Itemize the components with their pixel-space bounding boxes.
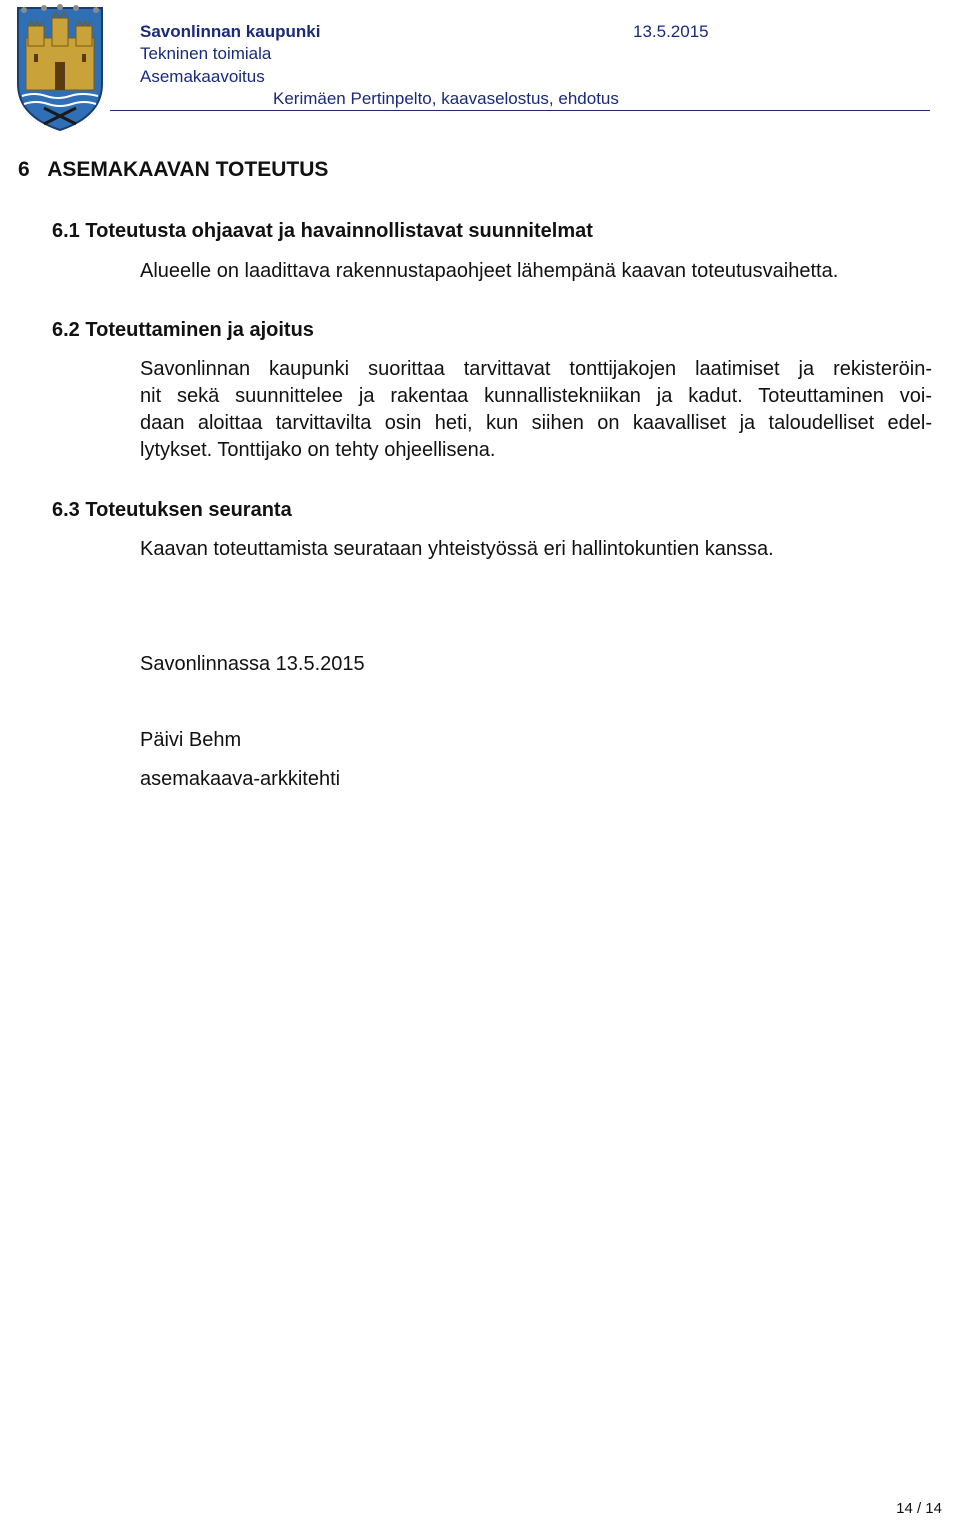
- section-paragraph: Alueelle on laadittava rakennustapaohjeet lähempänä kaavan toteutusvaihetta.: [140, 260, 839, 282]
- section-heading: [52, 220, 593, 243]
- section-title: Toteutuksen seuranta: [85, 499, 292, 521]
- section-title: Toteuttaminen ja ajoitus: [85, 319, 314, 341]
- chapter-title: ASEMAKAAVAN TOTEUTUS: [47, 158, 329, 181]
- header-divider: [110, 110, 930, 111]
- chapter-number: 6: [18, 158, 30, 181]
- paragraph-line: nit sekä suunnittelee ja rakentaa kunnallistekniikan ja kadut. Toteuttaminen voi-: [140, 385, 932, 407]
- header-date: 13.5.2015: [633, 22, 709, 41]
- section-heading: [52, 319, 314, 342]
- signature-title: asemakaava-arkkitehti: [140, 768, 341, 790]
- section-paragraph: [140, 356, 932, 464]
- signature-name: Päivi Behm: [140, 729, 242, 751]
- page-number: 14 / 14: [896, 1500, 942, 1517]
- header-document-title: Kerimäen Pertinpelto, kaavaselostus, ehdotus: [273, 89, 619, 108]
- section-number: 6.2: [52, 319, 80, 341]
- paragraph-line: daan aloittaa tarvittavilta osin heti, kun siihen on kaavalliset ja taloudelliset edel-: [140, 412, 932, 434]
- signature-place-date: Savonlinnassa 13.5.2015: [140, 653, 365, 675]
- header-unit: Asemakaavoitus: [140, 67, 265, 86]
- section-title: Toteutusta ohjaavat ja havainnollistavat suunnitelmat: [85, 220, 593, 242]
- header-city: Savonlinnan kaupunki: [140, 22, 321, 41]
- paragraph-line: lytykset. Tonttijako on tehty ohjeellisena.: [140, 439, 496, 461]
- header-department: Tekninen toimiala: [140, 44, 272, 63]
- coat-of-arms-icon: [14, 4, 106, 132]
- section-number: 6.1: [52, 220, 80, 242]
- paragraph-line: Savonlinnan kaupunki suorittaa tarvittavat tonttijakojen laatimiset ja rekisteröin-: [140, 358, 932, 380]
- section-paragraph: Kaavan toteuttamista seurataan yhteistyössä eri hallintokuntien kanssa.: [140, 538, 774, 560]
- chapter-heading: [18, 158, 328, 182]
- section-heading: [52, 499, 292, 522]
- section-number: 6.3: [52, 499, 80, 521]
